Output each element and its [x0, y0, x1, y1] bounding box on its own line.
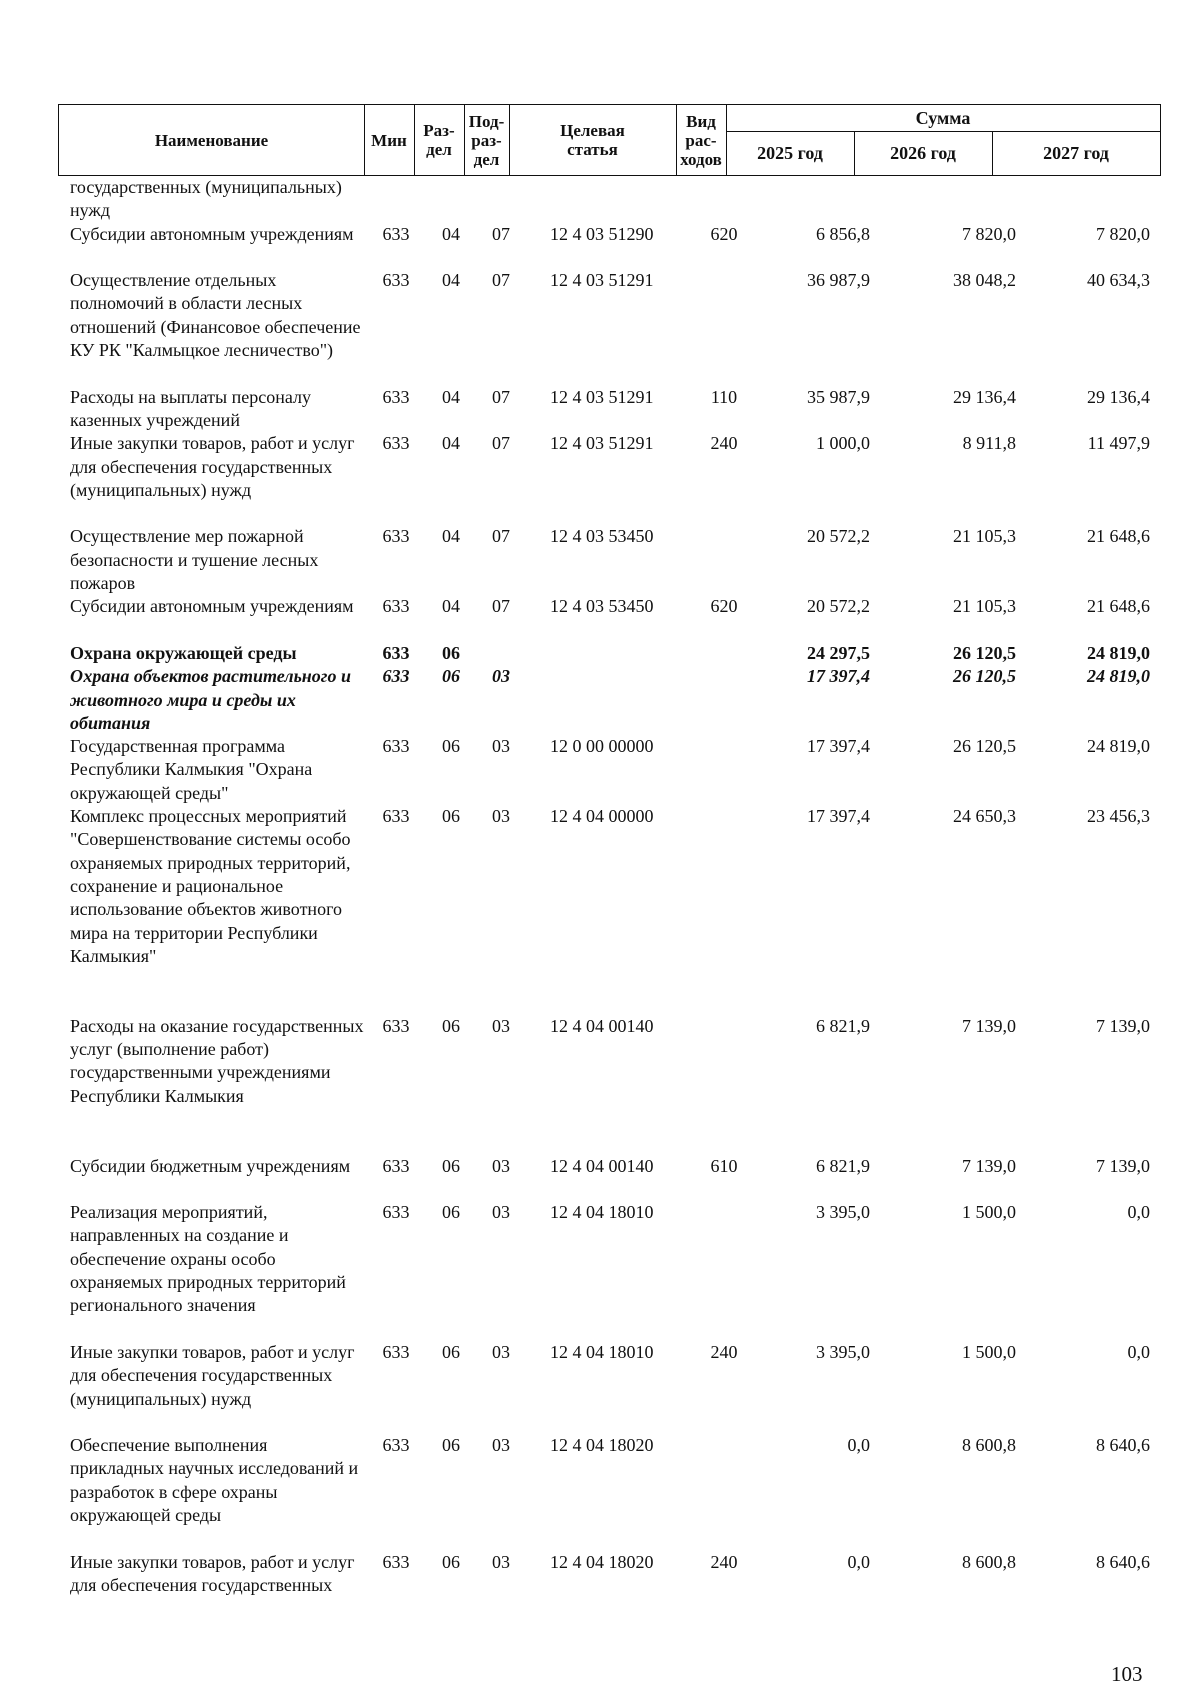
row-celevaya-statya: 12 4 03 51291 — [550, 270, 654, 291]
row-podrazdel: 03 — [492, 666, 510, 687]
table-row — [0, 1155, 1200, 1202]
table-row — [0, 269, 1200, 386]
row-razdel: 04 — [442, 223, 460, 244]
row-sum-2025: 17 397,4 — [807, 806, 870, 827]
row-sum-2026: 21 105,3 — [953, 526, 1016, 547]
row-celevaya-statya: 12 4 04 00140 — [550, 1155, 654, 1176]
row-vid-rashodov: 240 — [710, 433, 738, 454]
row-sum-2027: 7 139,0 — [1096, 1015, 1150, 1036]
row-sum-2026: 26 120,5 — [953, 666, 1016, 687]
header-podrazdel: Под- раз- дел — [464, 105, 510, 175]
row-celevaya-statya: 12 4 04 18010 — [550, 1202, 654, 1223]
row-razdel: 06 — [442, 806, 460, 827]
row-name: Расходы на оказание государственных услуг (выполнение работ) государственными учреждениями Республики Калмыкия — [70, 1015, 364, 1106]
table-row — [0, 735, 1200, 805]
row-min: 633 — [382, 1341, 410, 1362]
table-row — [0, 1551, 1200, 1621]
row-min: 633 — [382, 596, 410, 617]
row-razdel: 06 — [442, 1015, 460, 1036]
header-min: Мин — [364, 105, 415, 175]
row-sum-2026: 8 600,8 — [962, 1551, 1016, 1572]
row-name: Комплекс процессных мероприятий "Совершенствование системы особо охраняемых природных территорий, сохранение и рациональное использование объектов животного мира на территории Республики Калмыкия" — [70, 806, 351, 966]
row-name: Охрана объектов растительного и животного мира и среды их обитания — [70, 666, 351, 733]
row-celevaya-statya: 12 4 04 18010 — [550, 1341, 654, 1362]
row-podrazdel: 07 — [492, 433, 510, 454]
row-razdel: 06 — [442, 666, 460, 687]
table-row — [0, 176, 1200, 223]
row-sum-2026: 7 139,0 — [962, 1015, 1016, 1036]
row-name: Реализация мероприятий, направленных на создание и обеспечение охраны особо охраняемых природных территорий регионального значения — [70, 1202, 346, 1316]
row-sum-2027: 24 819,0 — [1087, 736, 1150, 757]
row-sum-2027: 24 819,0 — [1087, 666, 1150, 687]
row-podrazdel: 03 — [492, 806, 510, 827]
table-row — [0, 665, 1200, 735]
row-sum-2027: 40 634,3 — [1087, 270, 1150, 291]
row-min: 633 — [382, 433, 410, 454]
row-celevaya-statya: 12 0 00 00000 — [550, 736, 654, 757]
row-podrazdel: 03 — [492, 1341, 510, 1362]
row-name: Государственная программа Республики Калмыкия "Охрана окружающей среды" — [70, 736, 313, 803]
header-celevaya-statya: Целевая статья — [509, 105, 677, 175]
row-sum-2027: 8 640,6 — [1096, 1551, 1150, 1572]
row-min: 633 — [382, 1551, 410, 1572]
header-name: Наименование — [59, 105, 365, 175]
row-sum-2025: 6 821,9 — [816, 1155, 870, 1176]
table-row — [0, 805, 1200, 1015]
row-sum-2026: 29 136,4 — [953, 386, 1016, 407]
row-razdel: 06 — [442, 1341, 460, 1362]
row-min: 633 — [382, 1015, 410, 1036]
row-name: государственных (муниципальных) нужд — [70, 177, 342, 221]
header-year-2026: 2026 год — [854, 131, 993, 175]
header-year-2025: 2025 год — [726, 131, 855, 175]
table-row — [0, 1015, 1200, 1155]
row-podrazdel: 07 — [492, 270, 510, 291]
row-sum-2027: 24 819,0 — [1087, 642, 1150, 663]
row-podrazdel: 03 — [492, 1015, 510, 1036]
row-sum-2027: 23 456,3 — [1087, 806, 1150, 827]
row-celevaya-statya: 12 4 03 51290 — [550, 223, 654, 244]
row-sum-2026: 1 500,0 — [962, 1202, 1016, 1223]
row-name: Осуществление отдельных полномочий в области лесных отношений (Финансовое обеспечение КУ РК "Калмыцкое лесничество") — [70, 270, 361, 361]
table-row — [0, 1201, 1200, 1341]
row-sum-2027: 7 820,0 — [1096, 223, 1150, 244]
row-name: Субсидии автономным учреждениям — [70, 223, 354, 244]
row-min: 633 — [382, 806, 410, 827]
row-podrazdel: 03 — [492, 1435, 510, 1456]
row-min: 633 — [382, 1202, 410, 1223]
row-sum-2025: 0,0 — [847, 1435, 870, 1456]
header-year-2027: 2027 год — [1043, 142, 1109, 163]
row-podrazdel: 07 — [492, 386, 510, 407]
row-name: Субсидии автономным учреждениям — [70, 596, 354, 617]
row-sum-2025: 17 397,4 — [807, 666, 870, 687]
row-min: 633 — [382, 386, 410, 407]
row-sum-2027: 0,0 — [1127, 1202, 1150, 1223]
row-sum-2027: 21 648,6 — [1087, 526, 1150, 547]
row-name: Охрана окружающей среды — [70, 642, 297, 663]
row-podrazdel: 03 — [492, 1155, 510, 1176]
table-row — [0, 432, 1200, 525]
row-podrazdel: 03 — [492, 736, 510, 757]
row-vid-rashodov: 240 — [710, 1551, 738, 1572]
row-sum-2025: 17 397,4 — [807, 736, 870, 757]
row-sum-2026: 26 120,5 — [953, 642, 1016, 663]
row-min: 633 — [382, 642, 410, 663]
row-sum-2026: 7 139,0 — [962, 1155, 1016, 1176]
row-name: Осуществление мер пожарной безопасности и тушение лесных пожаров — [70, 526, 319, 594]
row-sum-2025: 1 000,0 — [816, 433, 870, 454]
row-podrazdel: 07 — [492, 223, 510, 244]
row-sum-2025: 35 987,9 — [807, 386, 870, 407]
row-sum-2026: 24 650,3 — [953, 806, 1016, 827]
row-celevaya-statya: 12 4 03 51291 — [550, 386, 654, 407]
row-sum-2025: 0,0 — [847, 1551, 870, 1572]
row-vid-rashodov: 620 — [710, 223, 738, 244]
table-row — [0, 223, 1200, 270]
row-sum-2026: 38 048,2 — [953, 270, 1016, 291]
row-sum-2025: 6 856,8 — [816, 223, 870, 244]
row-sum-2025: 20 572,2 — [807, 596, 870, 617]
row-razdel: 04 — [442, 433, 460, 454]
row-razdel: 06 — [442, 1435, 460, 1456]
row-min: 633 — [382, 736, 410, 757]
row-min: 633 — [382, 526, 410, 547]
row-celevaya-statya: 12 4 04 18020 — [550, 1551, 654, 1572]
row-min: 633 — [382, 666, 410, 687]
row-min: 633 — [382, 223, 410, 244]
table-row — [0, 1434, 1200, 1551]
row-celevaya-statya: 12 4 03 53450 — [550, 596, 654, 617]
table-row — [0, 386, 1200, 433]
row-sum-2027: 21 648,6 — [1087, 596, 1150, 617]
row-razdel: 06 — [442, 736, 460, 757]
row-razdel: 06 — [442, 1551, 460, 1572]
row-sum-2026: 26 120,5 — [953, 736, 1016, 757]
row-name: Иные закупки товаров, работ и услуг для обеспечения государственных — [70, 1551, 355, 1595]
row-razdel: 04 — [442, 386, 460, 407]
row-sum-2026: 8 911,8 — [962, 433, 1016, 454]
row-razdel: 04 — [442, 596, 460, 617]
row-sum-2025: 6 821,9 — [816, 1015, 870, 1036]
row-vid-rashodov: 610 — [710, 1155, 738, 1176]
row-razdel: 06 — [442, 1202, 460, 1223]
row-celevaya-statya: 12 4 04 18020 — [550, 1435, 654, 1456]
row-podrazdel: 07 — [492, 526, 510, 547]
header-vid-rashodov: Вид рас- ходов — [676, 105, 727, 175]
row-celevaya-statya: 12 4 04 00140 — [550, 1015, 654, 1036]
row-sum-2026: 7 820,0 — [962, 223, 1016, 244]
row-min: 633 — [382, 1435, 410, 1456]
row-celevaya-statya: 12 4 03 51291 — [550, 433, 654, 454]
row-sum-2027: 0,0 — [1127, 1341, 1150, 1362]
row-vid-rashodov: 240 — [710, 1341, 738, 1362]
row-sum-2027: 29 136,4 — [1087, 386, 1150, 407]
row-sum-2026: 8 600,8 — [962, 1435, 1016, 1456]
table-header — [58, 104, 1161, 176]
table-row — [0, 642, 1200, 665]
row-razdel: 04 — [442, 270, 460, 291]
header-summa-group — [726, 105, 1160, 175]
row-razdel: 04 — [442, 526, 460, 547]
row-sum-2025: 20 572,2 — [807, 526, 870, 547]
row-min: 633 — [382, 1155, 410, 1176]
row-podrazdel: 03 — [492, 1202, 510, 1223]
row-sum-2026: 1 500,0 — [962, 1341, 1016, 1362]
row-name: Обеспечение выполнения прикладных научных исследований и разработок в сфере охраны окружающей среды — [70, 1435, 359, 1525]
table-row — [0, 595, 1200, 642]
row-podrazdel: 07 — [492, 596, 510, 617]
row-name: Иные закупки товаров, работ и услуг для обеспечения государственных (муниципальных) нужд — [70, 433, 355, 500]
row-razdel: 06 — [442, 1155, 460, 1176]
row-name: Расходы на выплаты персоналу казенных учреждений — [70, 386, 311, 430]
table-body — [0, 176, 1200, 1620]
row-sum-2027: 7 139,0 — [1096, 1155, 1150, 1176]
row-vid-rashodov: 110 — [710, 386, 738, 407]
page-number: 103 — [1111, 1662, 1143, 1686]
row-sum-2026: 21 105,3 — [953, 596, 1016, 617]
header-razdel: Раз- дел — [414, 105, 465, 175]
row-name: Иные закупки товаров, работ и услуг для обеспечения государственных (муниципальных) нужд — [70, 1341, 355, 1409]
row-podrazdel: 03 — [492, 1551, 510, 1572]
row-sum-2025: 36 987,9 — [807, 270, 870, 291]
row-min: 633 — [382, 270, 410, 291]
row-razdel: 06 — [442, 642, 460, 663]
row-celevaya-statya: 12 4 04 00000 — [550, 806, 654, 827]
header-summa: Сумма — [726, 105, 1160, 132]
row-sum-2025: 3 395,0 — [816, 1341, 870, 1362]
table-row — [0, 1341, 1200, 1434]
row-sum-2025: 24 297,5 — [807, 642, 870, 663]
table-row — [0, 525, 1200, 595]
row-celevaya-statya: 12 4 03 53450 — [550, 526, 654, 547]
row-vid-rashodov: 620 — [710, 596, 738, 617]
row-name: Субсидии бюджетным учреждениям — [70, 1155, 351, 1176]
row-sum-2027: 11 497,9 — [1087, 433, 1150, 454]
row-sum-2025: 3 395,0 — [816, 1202, 870, 1223]
row-sum-2027: 8 640,6 — [1096, 1435, 1150, 1456]
